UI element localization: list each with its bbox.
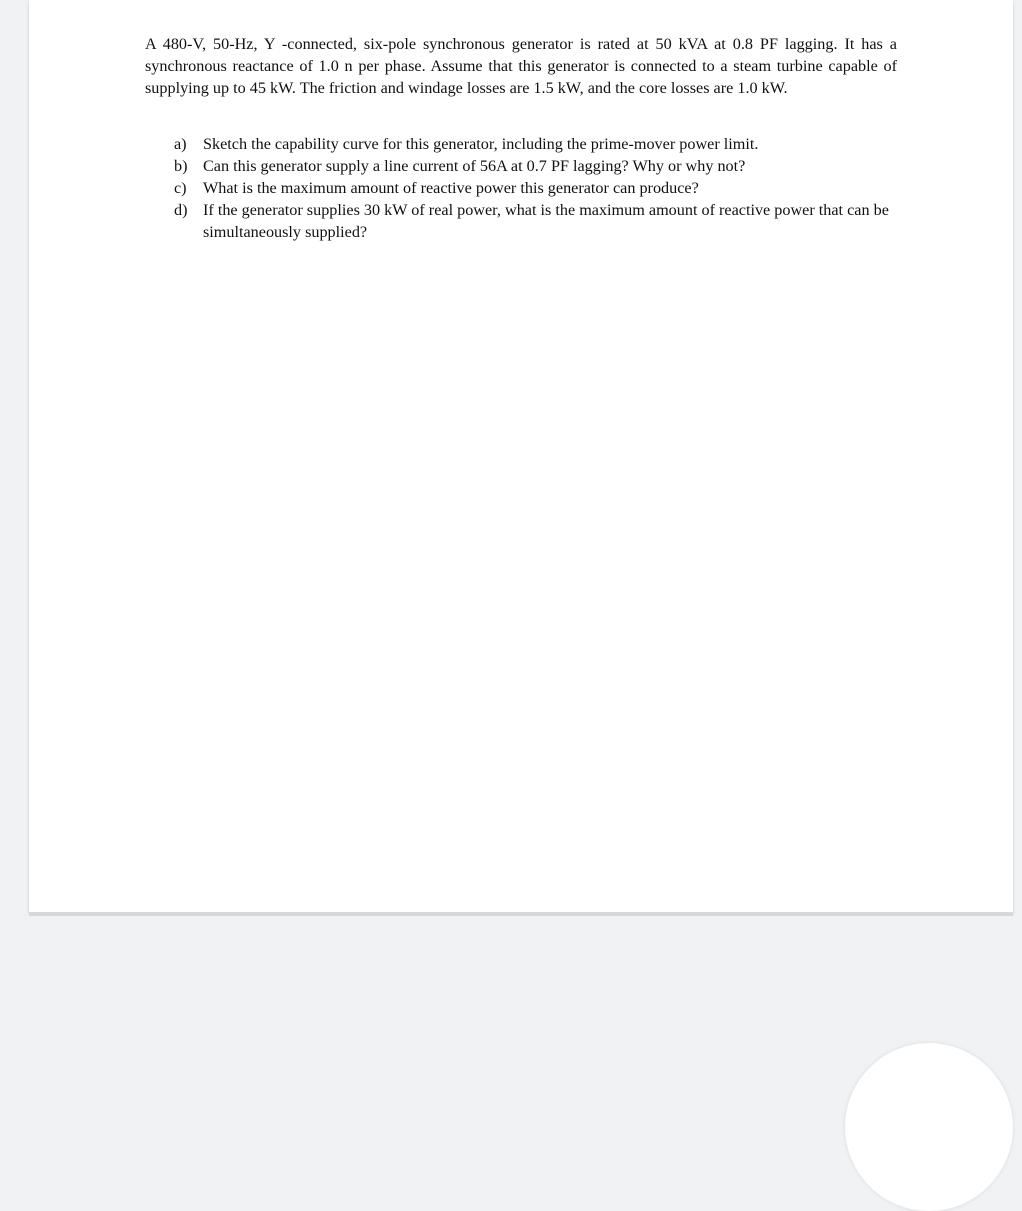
page-bottom-edge xyxy=(29,912,1013,916)
question-item-d xyxy=(174,199,904,243)
question-marker: d) xyxy=(174,201,188,219)
question-marker: c) xyxy=(174,179,187,197)
question-item-b xyxy=(174,155,904,177)
question-text: What is the maximum amount of reactive power this generator can produce? xyxy=(203,179,699,197)
question-marker: b) xyxy=(174,157,188,175)
question-list xyxy=(174,133,904,243)
question-item-c xyxy=(174,177,904,199)
question-text: If the generator supplies 30 kW of real power, what is the maximum amount of reactive power that can be simultaneously supplied? xyxy=(203,201,889,241)
question-text: Can this generator supply a line current of 56A at 0.7 PF lagging? Why or why not? xyxy=(203,157,746,175)
document-page xyxy=(29,0,1013,912)
question-text: Sketch the capability curve for this generator, including the prime-mover power limit. xyxy=(203,135,759,153)
question-marker: a) xyxy=(174,135,187,153)
problem-statement: A 480-V, 50-Hz, Y -connected, six-pole synchronous generator is rated at 50 kVA at 0.8 PF lagging. It has a synchronous reactance of 1.0 n per phase. Assume that this generator is connected to a steam turbine capable of supplying up to 45 kW. The friction and windage losses are 1.5 kW, and the core losses are 1.0 kW. xyxy=(145,35,897,97)
question-item-a xyxy=(174,133,904,155)
floating-action-button[interactable] xyxy=(845,1043,1013,1211)
